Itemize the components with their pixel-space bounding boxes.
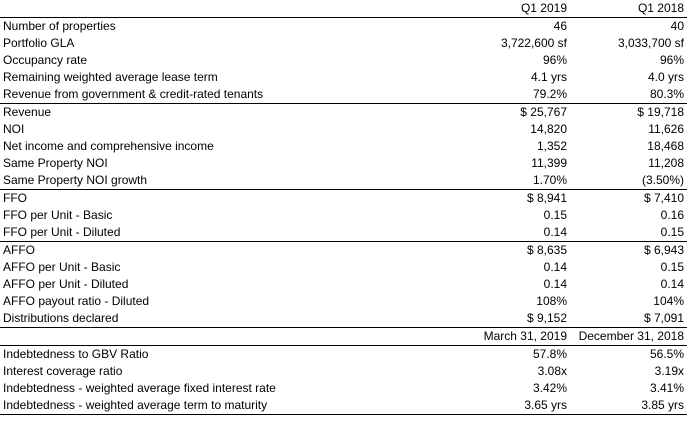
row-value-prior: 3.85 yrs (571, 397, 687, 415)
row-label: Revenue (0, 104, 461, 122)
row-value-current: 1.70% (532, 173, 567, 187)
row-value-prior: $ 7,410 (571, 190, 687, 208)
row-label: Number of properties (0, 18, 461, 36)
row-label: Distributions declared (3, 311, 119, 325)
row-value-prior: 3.19x (654, 364, 684, 378)
row-value-prior: 0.15 (660, 260, 684, 274)
header-blank (0, 0, 461, 18)
row-value-current: 0.14 (543, 277, 567, 291)
row-value-prior: 80.3% (649, 87, 684, 101)
row-value-current: 1,352 (536, 139, 567, 153)
row-label: Occupancy rate (3, 53, 88, 67)
row-label: Interest coverage ratio (3, 364, 123, 378)
table-row (0, 207, 687, 224)
table-row (0, 18, 687, 36)
row-value-prior: 3.41% (649, 381, 684, 395)
row-label: Indebtedness - weighted average term to maturity (0, 397, 461, 415)
row-value-current: 46 (461, 18, 571, 36)
table-row (0, 52, 687, 69)
row-label: Net income and comprehensive income (3, 139, 214, 153)
row-label: Revenue from government & credit-rated tenants (3, 87, 264, 101)
row-value-current: 0.14 (543, 260, 567, 274)
row-value-prior: 104% (653, 294, 684, 308)
row-label: FFO per Unit - Basic (3, 208, 113, 222)
row-label: FFO (0, 190, 461, 208)
row-value-current: 96% (542, 53, 567, 67)
row-value-current: 57.8% (461, 346, 571, 364)
header-blank (0, 328, 461, 346)
row-label: AFFO (0, 242, 461, 260)
row-value-prior: (3.50%) (641, 173, 684, 187)
table-row (0, 138, 687, 155)
table-row (0, 224, 687, 242)
row-value-current: 3,722,600 sf (500, 36, 567, 50)
row-value-prior: 0.15 (660, 225, 684, 239)
row-value-current: 108% (536, 294, 567, 308)
table-row (0, 121, 687, 138)
row-value-prior: 0.16 (660, 208, 684, 222)
table-row (0, 190, 687, 208)
row-label: AFFO per Unit - Diluted (3, 277, 129, 291)
table-row (0, 69, 687, 86)
row-value-prior: 96% (659, 53, 684, 67)
table-row (0, 172, 687, 190)
table-row (0, 259, 687, 276)
col-header-q1-2018: Q1 2018 (637, 1, 684, 15)
row-label: FFO per Unit - Diluted (3, 225, 121, 239)
table-row (0, 310, 687, 328)
row-value-prior: $ 19,718 (571, 104, 687, 122)
row-label: Portfolio GLA (3, 36, 75, 50)
row-value-current: 0.15 (543, 208, 567, 222)
row-value-prior: 3,033,700 sf (617, 36, 684, 50)
col-header-december-2018: December 31, 2018 (571, 328, 687, 346)
row-label: AFFO payout ratio - Diluted (3, 294, 150, 308)
row-value-current: 0.14 (543, 225, 567, 239)
table-row (0, 293, 687, 310)
table-row (0, 276, 687, 293)
row-value-prior: 0.14 (660, 277, 684, 291)
row-label: AFFO per Unit - Basic (3, 260, 121, 274)
table-row (0, 155, 687, 172)
header-row (0, 0, 687, 18)
col-header-march-2019: March 31, 2019 (461, 328, 571, 346)
table-row (0, 346, 687, 364)
table-row (0, 242, 687, 260)
row-value-current: 3.42% (532, 381, 567, 395)
row-label: Indebtedness - weighted average fixed interest rate (3, 381, 276, 395)
header-row-balance-dates (0, 328, 687, 346)
row-value-prior: 4.0 yrs (647, 70, 684, 84)
row-value-current: 3.08x (537, 364, 567, 378)
row-value-current: $ 9,152 (526, 311, 567, 325)
row-value-prior: 56.5% (571, 346, 687, 364)
row-value-current: $ 8,941 (461, 190, 571, 208)
row-value-current: 11,399 (531, 156, 567, 170)
row-label: Same Property NOI growth (3, 173, 148, 187)
table-row (0, 397, 687, 415)
row-value-prior: 11,626 (648, 122, 684, 136)
table-row (0, 86, 687, 104)
row-value-prior: 11,208 (648, 156, 684, 170)
col-header-q1-2019: Q1 2019 (520, 1, 567, 15)
row-value-current: 4.1 yrs (530, 70, 567, 84)
row-value-prior: 18,468 (647, 139, 684, 153)
row-value-current: $ 8,635 (461, 242, 571, 260)
row-value-current: 79.2% (532, 87, 567, 101)
row-value-current: $ 25,767 (461, 104, 571, 122)
row-value-current: 3.65 yrs (461, 397, 571, 415)
row-value-prior: $ 6,943 (571, 242, 687, 260)
table-row (0, 363, 687, 380)
table-row (0, 380, 687, 397)
row-value-prior: 40 (571, 18, 687, 36)
table-row (0, 104, 687, 122)
row-value-prior: $ 7,091 (643, 311, 684, 325)
row-value-current: 14,820 (530, 122, 567, 136)
row-label: Same Property NOI (3, 156, 108, 170)
table-row (0, 35, 687, 52)
row-label: Indebtedness to GBV Ratio (0, 346, 461, 364)
row-label: Remaining weighted average lease term (3, 70, 218, 84)
row-label: NOI (3, 122, 25, 136)
